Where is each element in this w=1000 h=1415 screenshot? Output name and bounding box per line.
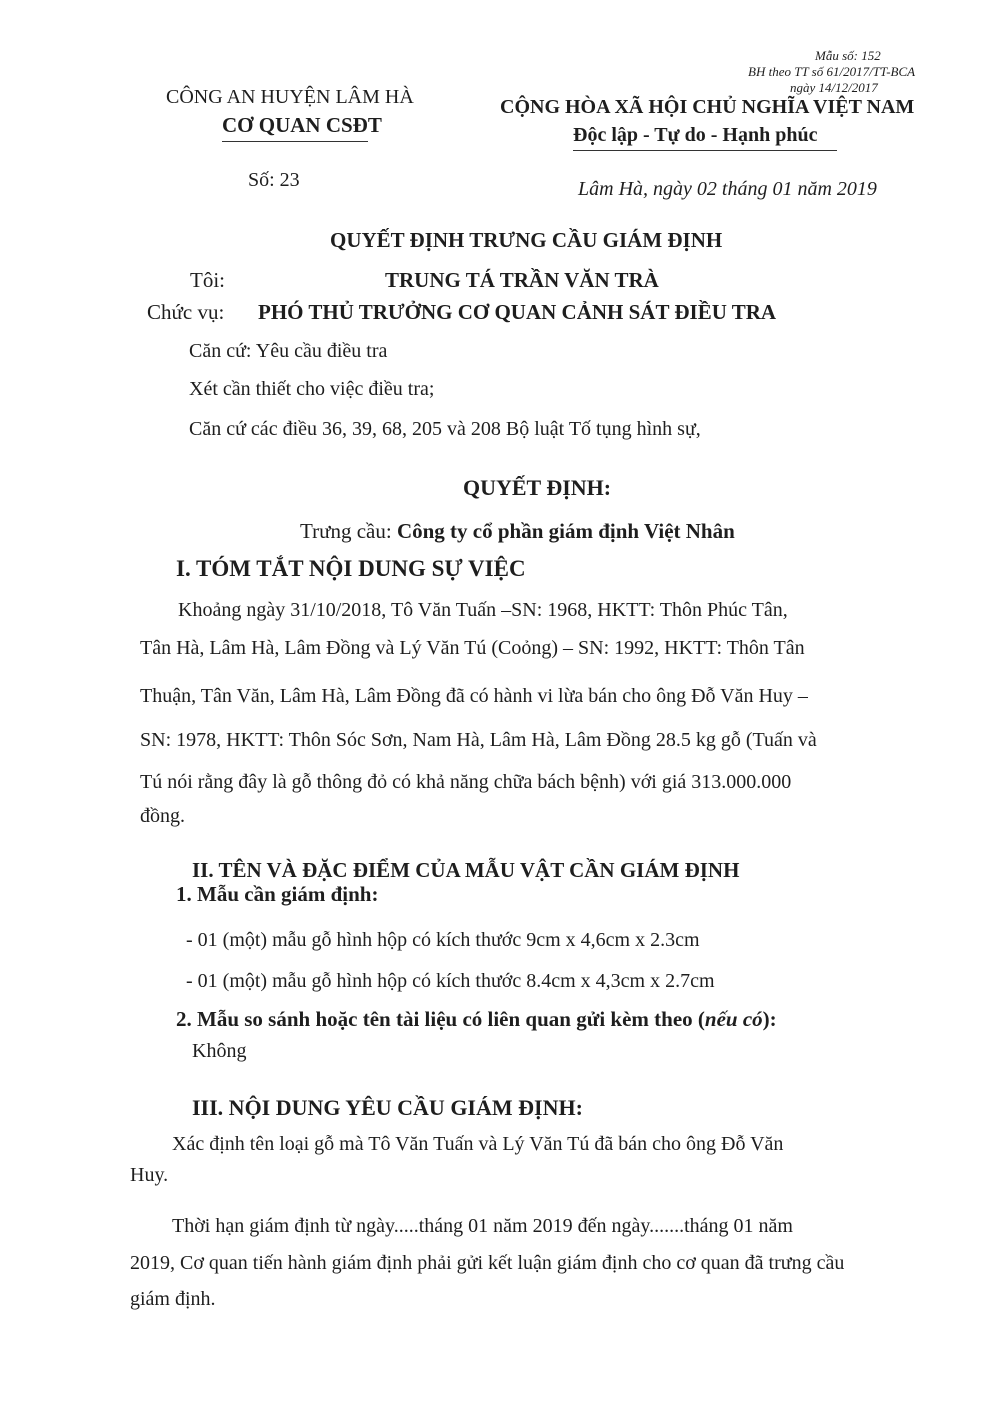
no-comparison-sample: Không (192, 1040, 247, 1062)
position-value: PHÓ THỦ TRƯỞNG CƠ QUAN CẢNH SÁT ĐIỀU TRA (258, 300, 777, 324)
basis-line: Xét cần thiết cho việc điều tra; (189, 378, 435, 400)
section-3-line: Thời hạn giám định từ ngày.....tháng 01 năm 2019 đến ngày.......tháng 01 năm (172, 1215, 793, 1237)
basis-line: Căn cứ các điều 36, 39, 68, 205 và 208 Bộ luật Tố tụng hình sự, (189, 418, 701, 440)
requested-value: Công ty cổ phần giám định Việt Nhân (396, 519, 735, 543)
document-title: QUYẾT ĐỊNH TRƯNG CẦU GIÁM ĐỊNH (330, 228, 723, 252)
issuer-label: Tôi: (190, 268, 225, 292)
document-number: Số: 23 (248, 169, 300, 191)
form-number-line1: Mẫu số: 152 (815, 48, 881, 63)
section-2-sub-1: 1. Mẫu cần giám định: (176, 882, 379, 906)
section-3-line: 2019, Cơ quan tiến hành giám định phải gửi kết luận giám định cho cơ quan đã trưng cầu (130, 1252, 845, 1274)
section-1-line: Thuận, Tân Văn, Lâm Hà, Lâm Đồng đã có hành vi lừa bán cho ông Đỗ Văn Huy – (140, 685, 808, 707)
section-1-line: Tú nói rằng đây là gỗ thông đỏ có khả năng chữa bách bệnh) với giá 313.000.000 (140, 771, 792, 793)
department-name: CƠ QUAN CSĐT (222, 113, 382, 137)
form-number-line3: ngày 14/12/2017 (790, 80, 878, 95)
section-1-line: đồng. (140, 805, 185, 827)
section-1-line: Khoảng ngày 31/10/2018, Tô Văn Tuấn –SN: 1968, HKTT: Thôn Phúc Tân, (178, 599, 788, 621)
section-2-sub-2 (176, 1007, 777, 1032)
issuer-name: TRUNG TÁ TRẦN VĂN TRÀ (385, 268, 659, 292)
section-2-sub-2-suffix: ): (762, 1007, 777, 1031)
decision-heading: QUYẾT ĐỊNH: (463, 475, 612, 500)
form-number-line2: BH theo TT số 61/2017/TT-BCA (748, 64, 916, 79)
section-1-line: SN: 1978, HKTT: Thôn Sóc Sơn, Nam Hà, Lâm Hà, Lâm Đồng 28.5 kg gỗ (Tuấn và (140, 729, 817, 751)
department-underline (222, 141, 368, 142)
section-2-heading: II. TÊN VÀ ĐẶC ĐIỂM CỦA MẪU VẬT CẦN GIÁM ĐỊNH (192, 858, 740, 882)
section-2-sub-2-italic: nếu có (704, 1007, 763, 1031)
section-3-line: Huy. (130, 1164, 169, 1186)
requested-entity (300, 519, 735, 544)
motto-underline (573, 150, 837, 151)
position-label: Chức vụ: (147, 300, 225, 324)
national-motto: Độc lập - Tự do - Hạnh phúc (573, 124, 818, 146)
section-3-heading: III. NỘI DUNG YÊU CẦU GIÁM ĐỊNH: (192, 1095, 583, 1120)
section-2-sub-2-prefix: 2. Mẫu so sánh hoặc tên tài liệu có liên quan gửi kèm theo ( (176, 1007, 705, 1031)
sample-item: - 01 (một) mẫu gỗ hình hộp có kích thước 8.4cm x 4,3cm x 2.7cm (186, 970, 715, 992)
place-date: Lâm Hà, ngày 02 tháng 01 năm 2019 (578, 178, 877, 200)
national-title: CỘNG HÒA XÃ HỘI CHỦ NGHĨA VIỆT NAM (500, 96, 915, 118)
section-1-heading: I. TÓM TẮT NỘI DUNG SỰ VIỆC (176, 556, 526, 581)
agency-name: CÔNG AN HUYỆN LÂM HÀ (166, 86, 414, 108)
requested-label: Trưng cầu: (300, 519, 392, 543)
sample-item: - 01 (một) mẫu gỗ hình hộp có kích thước 9cm x 4,6cm x 2.3cm (186, 929, 700, 951)
section-3-line: Xác định tên loại gỗ mà Tô Văn Tuấn và Lý Văn Tú đã bán cho ông Đỗ Văn (172, 1133, 784, 1155)
basis-line: Căn cứ: Yêu cầu điều tra (189, 340, 388, 362)
section-1-line: Tân Hà, Lâm Hà, Lâm Đồng và Lý Văn Tú (Coỏng) – SN: 1992, HKTT: Thôn Tân (140, 637, 805, 659)
section-3-line: giám định. (130, 1288, 216, 1310)
